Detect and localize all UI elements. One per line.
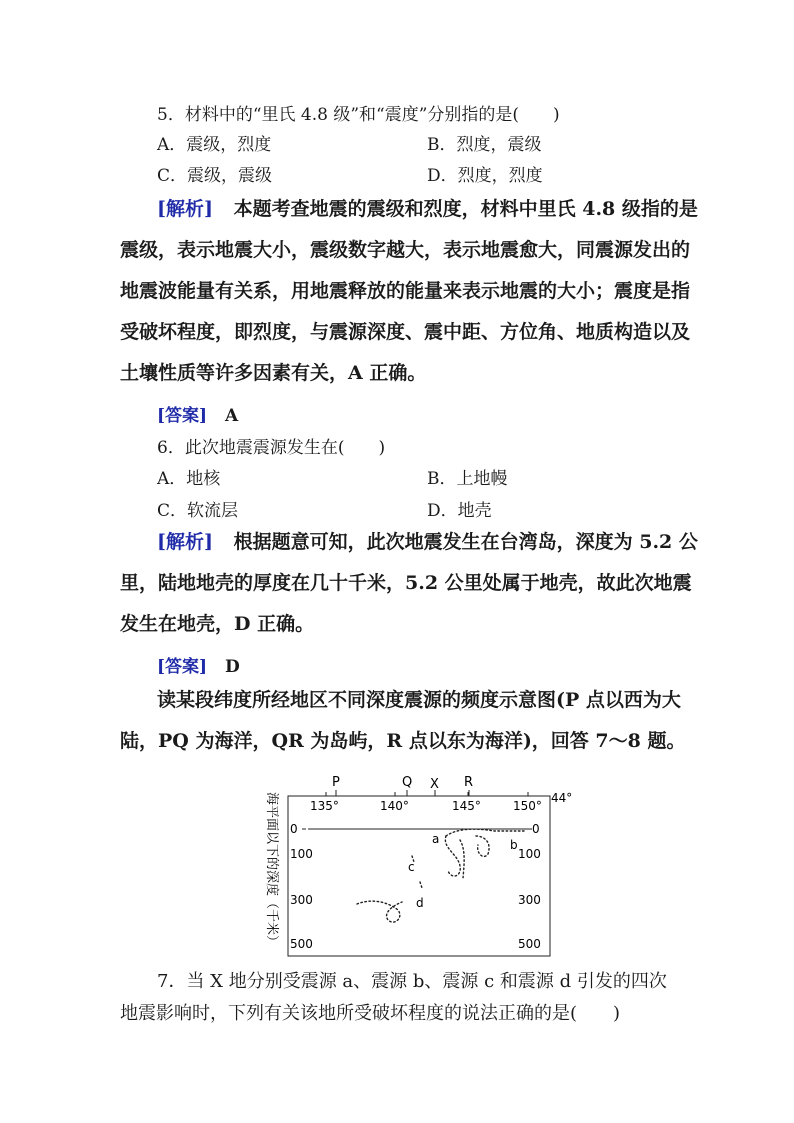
distribution-a-top (446, 829, 524, 836)
lon-label: 135° (310, 799, 339, 813)
depth-label-right: 300 (518, 893, 541, 907)
source-label-c: c (408, 860, 415, 874)
point-label-x: X (430, 777, 439, 792)
distribution-c-dots (420, 882, 422, 888)
q5-option-c[interactable]: C．震级，震级 (157, 166, 273, 186)
source-label-b: b (510, 838, 518, 852)
distribution-a (445, 836, 460, 876)
q6-analysis (120, 522, 698, 645)
earthquake-depth-figure (262, 770, 572, 964)
answer-tag: [答案] (157, 406, 208, 426)
q5-option-d[interactable]: D．烈度，烈度 (427, 166, 543, 186)
depth-label-right: 0 (532, 822, 540, 836)
q6-option-a[interactable]: A．地核 (157, 469, 221, 489)
distribution-a-branch (460, 840, 464, 878)
analysis-line: 地震波能量有关系，用地震释放的能量来表示地震的大小；震度是指 (120, 280, 691, 302)
q6-stem: 6．此次地震震源发生在( ) (157, 438, 386, 458)
depth-label-right: 500 (518, 937, 541, 951)
lat-label: 44° (551, 791, 572, 805)
answer-tag: [答案] (157, 657, 208, 677)
analysis-tag: [解析] (157, 198, 213, 220)
q6-option-b[interactable]: B．上地幔 (427, 469, 508, 489)
lon-label: 140° (380, 799, 409, 813)
source-label-a: a (432, 832, 440, 846)
analysis-line: 本题考查地震的震级和烈度，材料中里氏 4.8 级指的是 (233, 198, 698, 220)
depth-label-left: 0 (290, 822, 298, 836)
answer-value: D (225, 657, 240, 677)
depth-label-left: 100 (290, 847, 313, 861)
q7-stem (120, 966, 680, 1030)
q7-line: 地震影响时，下列有关该地所受破坏程度的说法正确的是( ) (120, 1003, 621, 1024)
point-label-p: P (332, 775, 340, 790)
distribution-b (476, 836, 489, 856)
q7-line: 7．当 X 地分别受震源 a、震源 b、震源 c 和震源 d 引发的四次 (157, 971, 667, 992)
point-label-r: R (464, 775, 474, 790)
q5-analysis (120, 189, 698, 394)
q5-stem: 5．材料中的“里氏 4.8 级”和“震度”分别指的是( ) (157, 105, 560, 125)
q5-option-b[interactable]: B．烈度，震级 (427, 135, 542, 155)
depth-label-left: 300 (290, 893, 313, 907)
q6-option-d[interactable]: D．地壳 (427, 501, 492, 521)
q6-option-c[interactable]: C．软流层 (157, 501, 239, 521)
figure-intro (120, 680, 686, 762)
answer-value: A (225, 406, 239, 426)
intro-line: 陆，PQ 为海洋，QR 为岛屿，R 点以东为海洋)，回答 7～8 题。 (120, 730, 686, 752)
q6-answer (157, 652, 240, 677)
distribution-d (357, 901, 402, 922)
point-label-q: Q (402, 775, 413, 790)
analysis-line: 根据题意可知，此次地震发生在台湾岛，深度为 5.2 公 (233, 531, 698, 553)
analysis-line: 里，陆地地壳的厚度在几十千米，5.2 公里处属于地壳，故此次地震 (120, 572, 692, 594)
analysis-line: 受破坏程度，即烈度，与震源深度、震中距、方位角、地质构造以及 (120, 321, 691, 343)
lon-label: 150° (513, 799, 542, 813)
analysis-line: 土壤性质等许多因素有关，A 正确。 (120, 362, 427, 384)
intro-line: 读某段纬度所经地区不同深度震源的频度示意图(P 点以西为大 (157, 689, 681, 711)
analysis-line: 发生在地壳，D 正确。 (120, 613, 315, 635)
source-label-d: d (416, 896, 424, 910)
analysis-line: 震级，表示地震大小，震级数字越大，表示地震愈大，同震源发出的 (120, 239, 691, 261)
depth-label-right: 100 (518, 847, 541, 861)
depth-label-left: 500 (290, 937, 313, 951)
q5-answer (157, 401, 238, 426)
y-axis-label: 海平面以下的深度（千米） (264, 792, 279, 949)
q5-option-a[interactable]: A．震级，烈度 (157, 135, 272, 155)
analysis-tag: [解析] (157, 531, 213, 553)
figure-frame (288, 796, 550, 956)
lon-label: 145° (452, 799, 481, 813)
figure-svg (262, 770, 572, 960)
